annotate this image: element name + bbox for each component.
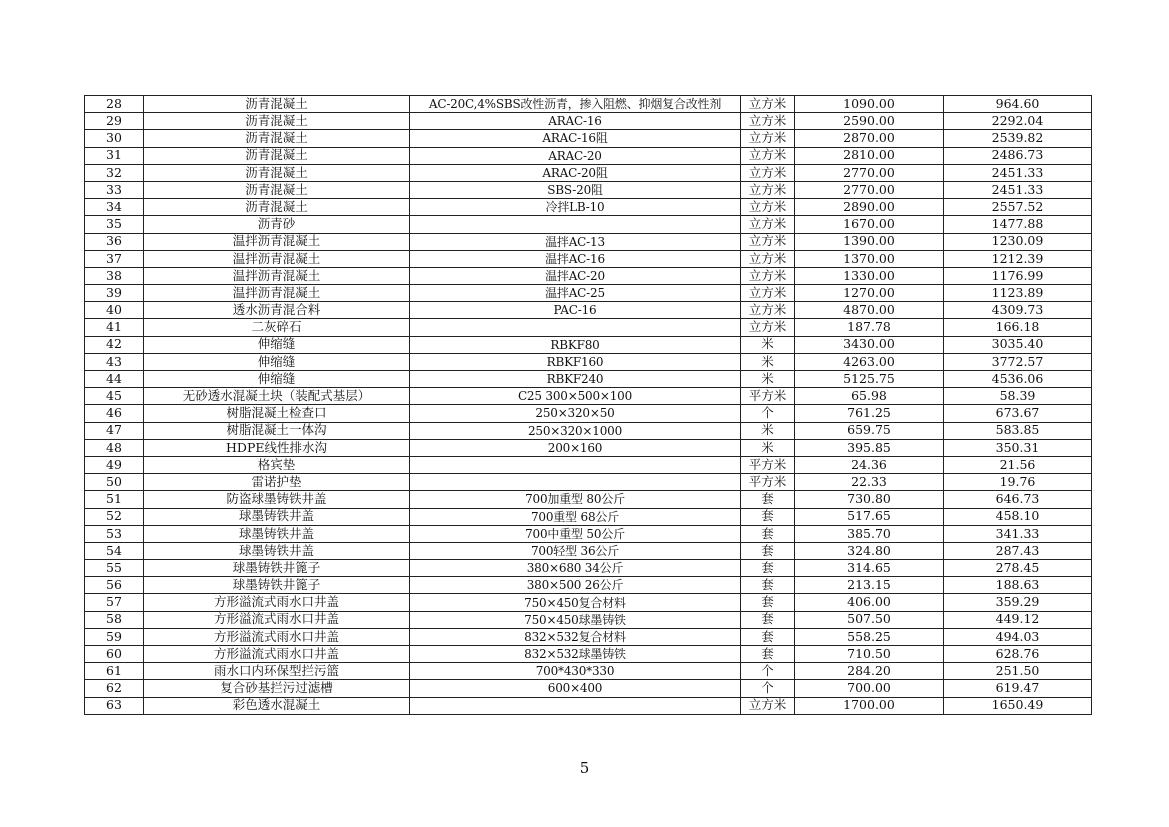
row-number-cell: 42 [85,336,144,353]
unit-cell: 米 [741,336,795,353]
price-incl-tax-cell: 1270.00 [795,285,944,302]
row-number-cell: 47 [85,422,144,439]
row-number-cell: 54 [85,542,144,559]
unit-cell: 平方米 [741,388,795,405]
item-name-cell: 无砂透水混凝土块（装配式基层） [144,388,410,405]
price-excl-tax-cell: 1176.99 [944,267,1092,284]
table-row [85,130,1092,147]
price-incl-tax-cell: 507.50 [795,611,944,628]
item-name-cell: 沥青砂 [144,216,410,233]
table-row [85,611,1092,628]
table-row [85,663,1092,680]
spec-cell: ARAC-20 [410,147,741,164]
item-name-cell: 球墨铸铁井盖 [144,508,410,525]
table-row [85,181,1092,198]
spec-cell: PAC-16 [410,302,741,319]
price-incl-tax-cell: 2810.00 [795,147,944,164]
price-incl-tax-cell: 659.75 [795,422,944,439]
unit-cell: 立方米 [741,164,795,181]
row-number-cell: 44 [85,371,144,388]
price-excl-tax-cell: 4309.73 [944,302,1092,319]
price-excl-tax-cell: 2557.52 [944,199,1092,216]
price-incl-tax-cell: 1370.00 [795,250,944,267]
spec-cell: 温拌AC-20 [410,267,741,284]
unit-cell: 平方米 [741,474,795,491]
unit-cell: 个 [741,680,795,697]
unit-cell: 套 [741,611,795,628]
item-name-cell: HDPE线性排水沟 [144,439,410,456]
table-row [85,319,1092,336]
price-incl-tax-cell: 2890.00 [795,199,944,216]
item-name-cell: 温拌沥青混凝土 [144,267,410,284]
item-name-cell: 温拌沥青混凝土 [144,233,410,250]
price-excl-tax-cell: 2451.33 [944,164,1092,181]
price-incl-tax-cell: 385.70 [795,525,944,542]
item-name-cell: 伸缩缝 [144,353,410,370]
price-excl-tax-cell: 646.73 [944,491,1092,508]
unit-cell: 套 [741,560,795,577]
unit-cell: 立方米 [741,285,795,302]
table-row [85,353,1092,370]
unit-cell: 立方米 [741,181,795,198]
price-excl-tax-cell: 2451.33 [944,181,1092,198]
item-name-cell: 球墨铸铁井篦子 [144,577,410,594]
item-name-cell: 球墨铸铁井篦子 [144,560,410,577]
item-name-cell: 彩色透水混凝土 [144,697,410,714]
unit-cell: 米 [741,422,795,439]
price-incl-tax-cell: 761.25 [795,405,944,422]
table-row [85,646,1092,663]
price-table-body [85,96,1092,715]
unit-cell: 立方米 [741,130,795,147]
spec-cell: 750×450球墨铸铁 [410,611,741,628]
item-name-cell: 二灰碎石 [144,319,410,336]
price-incl-tax-cell: 1700.00 [795,697,944,714]
table-row [85,422,1092,439]
item-name-cell: 沥青混凝土 [144,130,410,147]
table-row [85,250,1092,267]
price-excl-tax-cell: 673.67 [944,405,1092,422]
unit-cell: 米 [741,353,795,370]
unit-cell: 立方米 [741,113,795,130]
row-number-cell: 51 [85,491,144,508]
item-name-cell: 沥青混凝土 [144,181,410,198]
spec-cell: ARAC-16阻 [410,130,741,147]
price-incl-tax-cell: 1670.00 [795,216,944,233]
item-name-cell: 温拌沥青混凝土 [144,250,410,267]
price-excl-tax-cell: 1230.09 [944,233,1092,250]
table-row [85,577,1092,594]
row-number-cell: 31 [85,147,144,164]
spec-cell: 832×532复合材料 [410,628,741,645]
price-excl-tax-cell: 3035.40 [944,336,1092,353]
item-name-cell: 复合砂基拦污过滤槽 [144,680,410,697]
item-name-cell: 格宾垫 [144,456,410,473]
table-row [85,594,1092,611]
price-incl-tax-cell: 558.25 [795,628,944,645]
table-row [85,491,1092,508]
price-excl-tax-cell: 21.56 [944,456,1092,473]
row-number-cell: 28 [85,96,144,113]
item-name-cell: 方形溢流式雨水口井盖 [144,594,410,611]
table-row [85,508,1092,525]
spec-cell [410,216,741,233]
row-number-cell: 60 [85,646,144,663]
price-excl-tax-cell: 278.45 [944,560,1092,577]
spec-cell: 600×400 [410,680,741,697]
unit-cell: 立方米 [741,233,795,250]
table-row [85,267,1092,284]
table-row [85,233,1092,250]
spec-cell: 700轻型 36公斤 [410,542,741,559]
spec-cell: 700重型 68公斤 [410,508,741,525]
unit-cell: 立方米 [741,96,795,113]
row-number-cell: 59 [85,628,144,645]
price-excl-tax-cell: 1650.49 [944,697,1092,714]
price-excl-tax-cell: 341.33 [944,525,1092,542]
price-excl-tax-cell: 1477.88 [944,216,1092,233]
price-excl-tax-cell: 4536.06 [944,371,1092,388]
item-name-cell: 球墨铸铁井盖 [144,542,410,559]
spec-cell [410,697,741,714]
spec-cell: 750×450复合材料 [410,594,741,611]
row-number-cell: 37 [85,250,144,267]
row-number-cell: 53 [85,525,144,542]
unit-cell: 立方米 [741,147,795,164]
row-number-cell: 32 [85,164,144,181]
spec-cell: ARAC-20阻 [410,164,741,181]
table-row [85,216,1092,233]
row-number-cell: 55 [85,560,144,577]
item-name-cell: 方形溢流式雨水口井盖 [144,611,410,628]
table-row [85,199,1092,216]
spec-cell: 250×320×1000 [410,422,741,439]
spec-cell: ARAC-16 [410,113,741,130]
price-incl-tax-cell: 730.80 [795,491,944,508]
unit-cell: 立方米 [741,302,795,319]
unit-cell: 个 [741,663,795,680]
table-row [85,164,1092,181]
item-name-cell: 树脂混凝土检查口 [144,405,410,422]
row-number-cell: 46 [85,405,144,422]
price-incl-tax-cell: 4870.00 [795,302,944,319]
price-excl-tax-cell: 583.85 [944,422,1092,439]
price-excl-tax-cell: 251.50 [944,663,1092,680]
unit-cell: 立方米 [741,199,795,216]
unit-cell: 立方米 [741,216,795,233]
row-number-cell: 63 [85,697,144,714]
row-number-cell: 45 [85,388,144,405]
price-excl-tax-cell: 619.47 [944,680,1092,697]
item-name-cell: 球墨铸铁井盖 [144,525,410,542]
row-number-cell: 39 [85,285,144,302]
price-incl-tax-cell: 710.50 [795,646,944,663]
price-incl-tax-cell: 1330.00 [795,267,944,284]
price-excl-tax-cell: 1212.39 [944,250,1092,267]
row-number-cell: 62 [85,680,144,697]
price-excl-tax-cell: 19.76 [944,474,1092,491]
price-incl-tax-cell: 395.85 [795,439,944,456]
item-name-cell: 温拌沥青混凝土 [144,285,410,302]
row-number-cell: 30 [85,130,144,147]
unit-cell: 米 [741,439,795,456]
price-incl-tax-cell: 700.00 [795,680,944,697]
table-row [85,113,1092,130]
spec-cell: 温拌AC-16 [410,250,741,267]
price-incl-tax-cell: 22.33 [795,474,944,491]
unit-cell: 米 [741,371,795,388]
spec-cell: 700中重型 50公斤 [410,525,741,542]
unit-cell: 套 [741,508,795,525]
row-number-cell: 49 [85,456,144,473]
unit-cell: 套 [741,577,795,594]
unit-cell: 平方米 [741,456,795,473]
row-number-cell: 43 [85,353,144,370]
spec-cell: 380×680 34公斤 [410,560,741,577]
price-excl-tax-cell: 964.60 [944,96,1092,113]
table-row [85,285,1092,302]
row-number-cell: 29 [85,113,144,130]
price-excl-tax-cell: 449.12 [944,611,1092,628]
price-incl-tax-cell: 324.80 [795,542,944,559]
price-incl-tax-cell: 5125.75 [795,371,944,388]
item-name-cell: 方形溢流式雨水口井盖 [144,646,410,663]
price-excl-tax-cell: 458.10 [944,508,1092,525]
spec-cell: RBKF240 [410,371,741,388]
unit-cell: 套 [741,542,795,559]
spec-cell: 380×500 26公斤 [410,577,741,594]
table-row [85,336,1092,353]
table-row [85,302,1092,319]
unit-cell: 套 [741,594,795,611]
price-excl-tax-cell: 188.63 [944,577,1092,594]
table-row [85,474,1092,491]
row-number-cell: 35 [85,216,144,233]
table-row [85,560,1092,577]
price-excl-tax-cell: 628.76 [944,646,1092,663]
price-incl-tax-cell: 2870.00 [795,130,944,147]
price-table [84,95,1092,715]
spec-cell: 冷拌LB-10 [410,199,741,216]
row-number-cell: 38 [85,267,144,284]
row-number-cell: 36 [85,233,144,250]
table-row [85,680,1092,697]
table-row [85,525,1092,542]
item-name-cell: 树脂混凝土一体沟 [144,422,410,439]
spec-cell: 250×320×50 [410,405,741,422]
spec-cell: 700*430*330 [410,663,741,680]
price-incl-tax-cell: 284.20 [795,663,944,680]
table-row [85,405,1092,422]
price-incl-tax-cell: 1390.00 [795,233,944,250]
price-incl-tax-cell: 406.00 [795,594,944,611]
spec-cell [410,474,741,491]
price-incl-tax-cell: 65.98 [795,388,944,405]
spec-cell: 温拌AC-13 [410,233,741,250]
spec-cell: C25 300×500×100 [410,388,741,405]
spec-cell: 700加重型 80公斤 [410,491,741,508]
spec-cell [410,319,741,336]
price-excl-tax-cell: 2292.04 [944,113,1092,130]
table-row [85,147,1092,164]
unit-cell: 套 [741,491,795,508]
table-row [85,388,1092,405]
item-name-cell: 沥青混凝土 [144,164,410,181]
row-number-cell: 41 [85,319,144,336]
price-excl-tax-cell: 3772.57 [944,353,1092,370]
price-excl-tax-cell: 1123.89 [944,285,1092,302]
price-incl-tax-cell: 213.15 [795,577,944,594]
page-number: 5 [579,759,590,777]
spec-cell: 832×532球墨铸铁 [410,646,741,663]
price-excl-tax-cell: 494.03 [944,628,1092,645]
unit-cell: 立方米 [741,250,795,267]
spec-cell: RBKF160 [410,353,741,370]
table-row [85,628,1092,645]
price-incl-tax-cell: 4263.00 [795,353,944,370]
item-name-cell: 雷诺护垫 [144,474,410,491]
unit-cell: 个 [741,405,795,422]
table-row [85,697,1092,714]
table-row [85,439,1092,456]
row-number-cell: 33 [85,181,144,198]
table-row [85,542,1092,559]
row-number-cell: 56 [85,577,144,594]
spec-cell: AC-20C,4%SBS改性沥青，掺入阻燃、抑烟复合改性剂 [410,96,741,113]
price-excl-tax-cell: 350.31 [944,439,1092,456]
unit-cell: 立方米 [741,319,795,336]
price-excl-tax-cell: 359.29 [944,594,1092,611]
row-number-cell: 61 [85,663,144,680]
price-incl-tax-cell: 1090.00 [795,96,944,113]
spec-cell: 200×160 [410,439,741,456]
item-name-cell: 伸缩缝 [144,371,410,388]
unit-cell: 套 [741,525,795,542]
unit-cell: 立方米 [741,267,795,284]
price-excl-tax-cell: 58.39 [944,388,1092,405]
price-incl-tax-cell: 314.65 [795,560,944,577]
item-name-cell: 沥青混凝土 [144,199,410,216]
spec-cell: RBKF80 [410,336,741,353]
price-excl-tax-cell: 287.43 [944,542,1092,559]
item-name-cell: 伸缩缝 [144,336,410,353]
row-number-cell: 57 [85,594,144,611]
spec-cell [410,456,741,473]
price-excl-tax-cell: 2486.73 [944,147,1092,164]
table-row [85,456,1092,473]
price-incl-tax-cell: 3430.00 [795,336,944,353]
item-name-cell: 透水沥青混合料 [144,302,410,319]
spec-cell: SBS-20阻 [410,181,741,198]
row-number-cell: 34 [85,199,144,216]
item-name-cell: 沥青混凝土 [144,96,410,113]
price-excl-tax-cell: 2539.82 [944,130,1092,147]
price-incl-tax-cell: 2590.00 [795,113,944,130]
item-name-cell: 雨水口内环保型拦污篮 [144,663,410,680]
row-number-cell: 48 [85,439,144,456]
unit-cell: 立方米 [741,697,795,714]
row-number-cell: 40 [85,302,144,319]
item-name-cell: 防盗球墨铸铁井盖 [144,491,410,508]
row-number-cell: 52 [85,508,144,525]
price-incl-tax-cell: 2770.00 [795,181,944,198]
item-name-cell: 方形溢流式雨水口井盖 [144,628,410,645]
price-incl-tax-cell: 24.36 [795,456,944,473]
price-incl-tax-cell: 517.65 [795,508,944,525]
price-incl-tax-cell: 2770.00 [795,164,944,181]
row-number-cell: 50 [85,474,144,491]
row-number-cell: 58 [85,611,144,628]
unit-cell: 套 [741,646,795,663]
item-name-cell: 沥青混凝土 [144,147,410,164]
price-incl-tax-cell: 187.78 [795,319,944,336]
table-row [85,371,1092,388]
spec-cell: 温拌AC-25 [410,285,741,302]
item-name-cell: 沥青混凝土 [144,113,410,130]
table-row [85,96,1092,113]
unit-cell: 套 [741,628,795,645]
price-excl-tax-cell: 166.18 [944,319,1092,336]
